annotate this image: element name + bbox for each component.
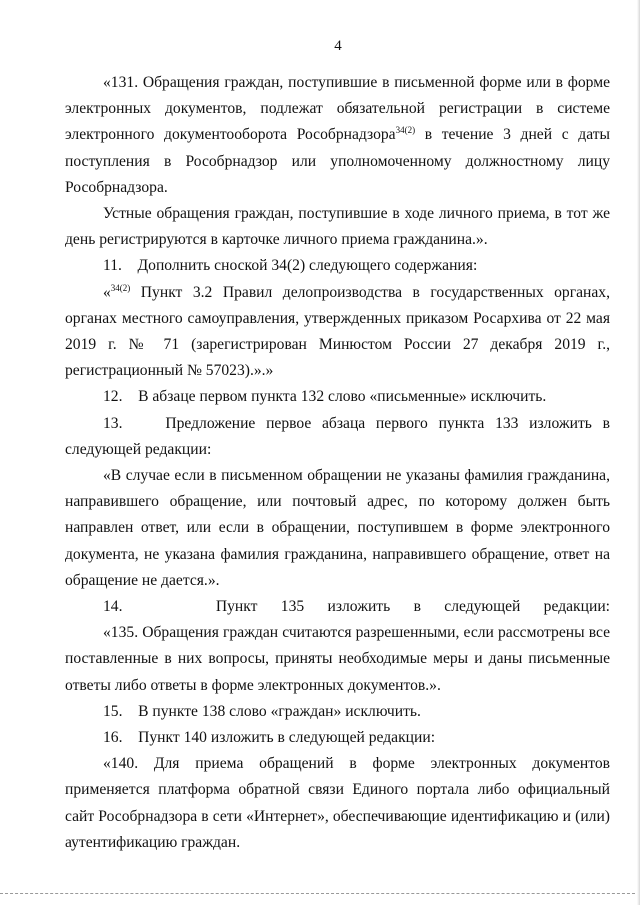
paragraph-135-new: «135. Обращения граждан считаются разрешенными, если рассмотрены все поставленные в них вопросы, приняты необходимые меры и даны письменные ответы либо ответы в форме электронных документов.». (65, 624, 610, 694)
amendment-item-12: 12. В абзаце первом пункта 132 слово «письменные» исключить. (103, 388, 547, 406)
paragraph-131-text-continued: в течение 3 дней с даты поступления в Рособрнадзор или уполномоченному должностному лицу Рособрнадзора. (65, 126, 611, 196)
amendment-item-11: 11. Дополнить сноской 34(2) следующего содержания: (103, 257, 478, 275)
footnote-34-2-text (65, 280, 610, 385)
footnote-open-quote: « (103, 283, 111, 301)
paragraph-131-text: «131. Обращения граждан, поступившие в письменной форме или в форме электронных документов, подлежат обязательной регистрации в системе электронного документооборота Рособрнадзора (65, 74, 610, 144)
page-number: 4 (334, 38, 342, 54)
amendment-item-15: 15. В пункте 138 слово «граждан» исключить. (103, 702, 421, 720)
amendment-item-13: 13. Предложение первое абзаца первого пункта 133 изложить в следующей редакции: (65, 414, 610, 458)
document-body (65, 70, 610, 856)
amendment-item-14: 14. Пункт 135 изложить в следующей редакции: (103, 598, 610, 616)
paragraph-131-oral: Устные обращения граждан, поступившие в ходе личного приема, в тот же день регистрируются в карточке личного приема гражданина.». (65, 205, 610, 249)
footnote-body: Пункт 3.2 Правил делопроизводства в государственных органах, органах местного самоуправления, утвержденных приказом Росархива от 22 мая 2019 г. № 71 (зарегистрирован Минюстом России 27 декабря 2019 г., регистрационный № 57023).».» (65, 283, 610, 380)
paragraph-140-new: «140. Для приема обращений в форме электронных документов применяется платформа обратной связи Единого портала либо официальный сайт Рособрнадзора в сети «Интернет», обеспечивающие идентификацию и (или) аутентификацию граждан. (65, 755, 610, 851)
footnote-marker-34-2: 34(2) (110, 282, 131, 293)
footnote-ref-34-2: 34(2) (395, 125, 416, 136)
scan-bottom-edge (0, 893, 640, 896)
amendment-item-16: 16. Пункт 140 изложить в следующей редакции: (103, 729, 436, 747)
paragraph-131 (65, 70, 610, 201)
paragraph-133-new: «В случае если в письменном обращении не указаны фамилия гражданина, направившего обращение, или почтовый адрес, по которому должен быть направлен ответ, или если в обращении, поступившем в форме электронного документа, не указана фамилия гражданина, направившего обращение, ответ на обращение не дается.». (65, 467, 610, 589)
